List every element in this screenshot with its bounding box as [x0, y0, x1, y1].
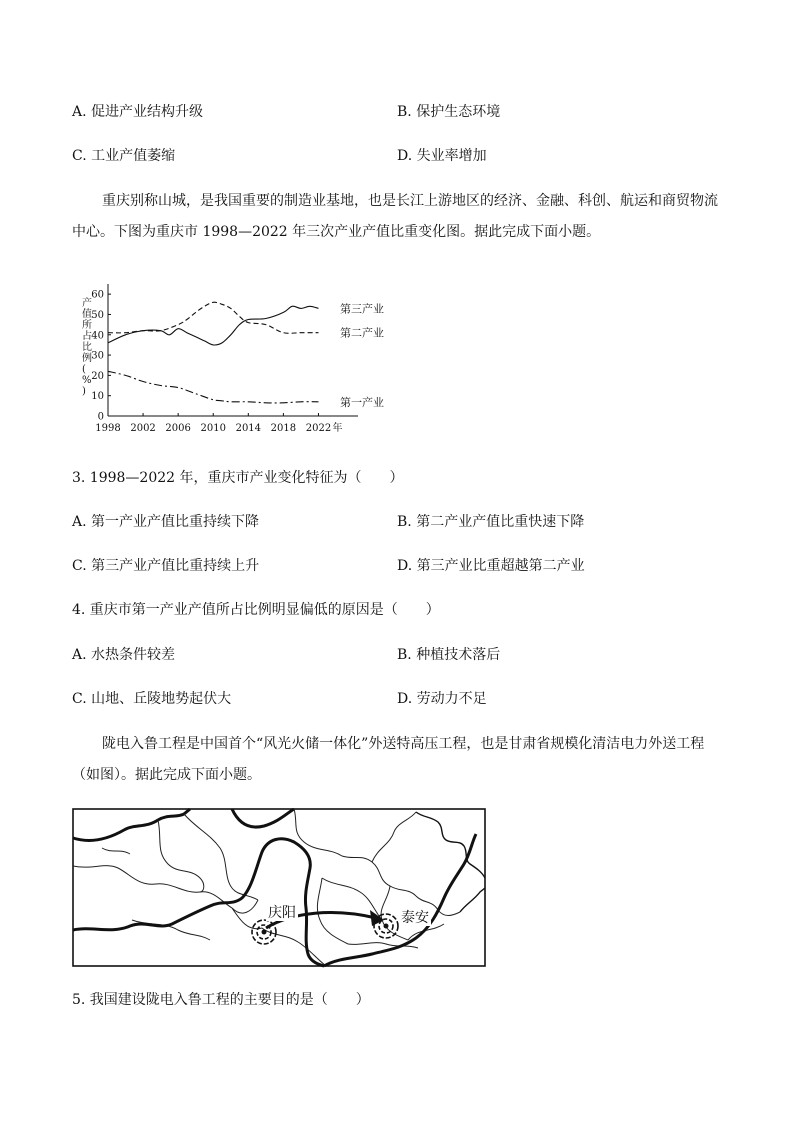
- q4-option-b: B. 种植技术落后: [397, 647, 501, 663]
- series-line-2: [108, 302, 319, 333]
- y-tick-label: 0: [97, 411, 104, 423]
- q4-option-a: A. 水热条件较差: [72, 647, 176, 663]
- series-line-1: [108, 306, 319, 345]
- x-tick-label: 2002: [130, 423, 156, 434]
- y-tick-label: 40: [91, 330, 104, 342]
- destination-label: 泰安: [401, 910, 429, 926]
- chart-labels: [340, 301, 384, 408]
- q2-option-b: B. 保护生态环境: [397, 104, 501, 120]
- passage-chongqing-line2: 中心。下图为重庆市 1998—2022 年三次产业产值比重变化图。据此完成下面小题。: [72, 224, 601, 240]
- x-tick-label: 2018: [270, 423, 297, 434]
- y-axis-label: 产值所占比例( % ): [82, 298, 92, 397]
- q3-option-a: A. 第一产业产值比重持续下降: [72, 514, 260, 530]
- q2-option-d: D. 失业率增加: [397, 148, 487, 164]
- passage-power-line1: 陇电入鲁工程是中国首个“风光火储一体化”外送特高压工程，也是甘肃省规模化清洁电力外送工程: [102, 736, 705, 752]
- q4-option-d: D. 劳动力不足: [397, 691, 487, 707]
- power-transmission-map: [72, 808, 487, 968]
- y-tick-label: 30: [91, 350, 104, 362]
- chart-series: [108, 302, 319, 403]
- origin-dot: [262, 930, 267, 935]
- q4-option-c: C. 山地、丘陵地势起伏大: [72, 691, 232, 707]
- q3-stem: 3. 1998—2022 年，重庆市产业变化特征为（ ）: [72, 470, 404, 486]
- y-tick-label: 50: [91, 309, 104, 321]
- x-tick-label: 2022: [305, 423, 332, 434]
- series-line-3: [108, 371, 319, 403]
- q3-option-b: B. 第二产业产值比重快速下降: [397, 514, 585, 530]
- series-label-1: 第三产业: [340, 302, 384, 316]
- x-tick-label: 2014: [235, 423, 262, 434]
- origin-label: 庆阳: [268, 905, 296, 921]
- x-tick-label: 2006: [165, 423, 191, 434]
- q2-option-c: C. 工业产值萎缩: [72, 148, 176, 164]
- q4-stem: 4. 重庆市第一产业产值所占比例明显偏低的原因是（ ）: [72, 602, 440, 618]
- q5-stem: 5. 我国建设陇电入鲁工程的主要目的是（ ）: [72, 992, 370, 1008]
- passage-chongqing-line1: 重庆别称山城，是我国重要的制造业基地，也是长江上游地区的经济、金融、科创、航运和商贸物流: [102, 193, 718, 209]
- q3-option-c: C. 第三产业产值比重持续上升: [72, 558, 260, 574]
- series-label-3: 第一产业: [340, 395, 384, 409]
- series-label-2: 第二产业: [340, 326, 384, 340]
- destination-dot: [384, 924, 389, 929]
- passage-power-line2: （如图）。据此完成下面小题。: [72, 767, 261, 783]
- x-tick-label: 1998: [95, 423, 121, 434]
- y-tick-label: 10: [91, 391, 104, 403]
- y-tick-label: 60: [91, 289, 104, 301]
- q3-option-d: D. 第三产业比重超越第二产业: [397, 558, 585, 574]
- chart-axes: [82, 284, 358, 434]
- q2-option-a: A. 促进产业结构升级: [72, 104, 204, 120]
- x-tick-label: 2010: [200, 423, 226, 434]
- map-frame: [73, 809, 485, 966]
- y-tick-label: 20: [91, 370, 104, 382]
- passage-chongqing: [72, 186, 727, 248]
- x-unit-label: 年: [332, 423, 343, 434]
- industry-share-chart: [72, 274, 412, 440]
- passage-power-project: [72, 729, 727, 791]
